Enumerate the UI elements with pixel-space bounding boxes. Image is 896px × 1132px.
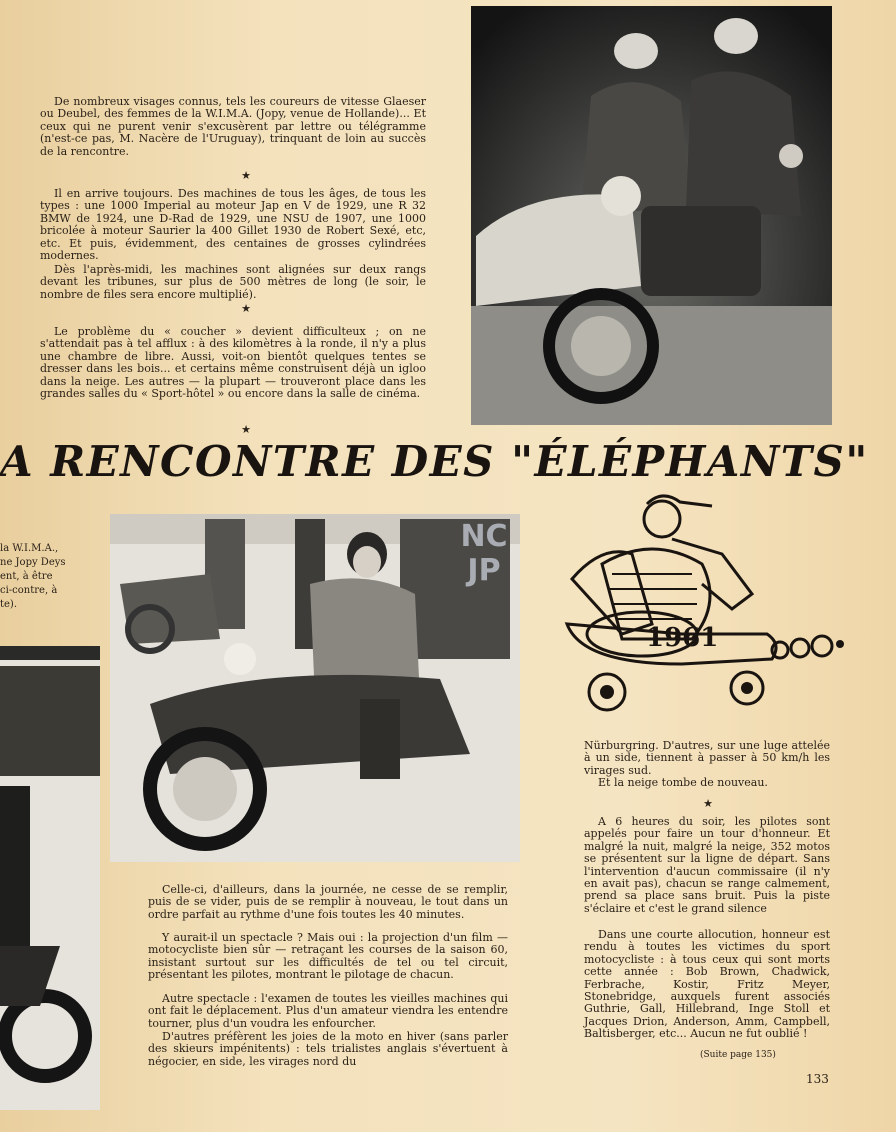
continued-note: (Suite page 135) [700,1050,776,1060]
watermark: NC JP [460,519,508,588]
paragraph-tribunes: Dès l'après-midi, les machines sont alignées sur deux rangs devant les tribunes, sur plus de 500 mètres de long (le soir, le nombre de files sera encore multiplié). [40,263,426,301]
paragraph-vieilles-machines: Autre spectacle : l'examen de toutes les vieilles machines qui ont fait le déplacement. Plus d'un amateur viendra les entendre tourner, plus d'un voudra les enfourcher. [148,992,508,1030]
paragraph-hiver: D'autres préfèrent les joies de la moto en hiver (sans parler des skieurs impénitents) : tels trialistes anglais s'évertuent à négocier, en side, les virages nord du [148,1030,508,1068]
cartoon-elephant-sled-drawing [562,494,846,724]
photo-caption: la W.I.M.A., ne Jopy Deys ent, à être ci-contre, à te). [0,543,66,610]
paragraph-spectacle: Y aurait-il un spectacle ? Mais oui : la projection d'un film — motocycliste bien sûr — retraçant les courses de la saison 60, insistant surtout sur les difficultés de tel ou tel circuit, présentant les pilotes, montrant le pilotage de chacun. [148,931,508,982]
paragraph-visitors: De nombreux visages connus, tels les coureurs de vitesse Glaeser ou Deubel, des femmes de la W.I.M.A. (Jopy, venue de Hollande)... Et ceux qui ne purent venir s'excusèrent par lettre ou télégramme (n'est-ce pas, M. Nacère de l'Uruguay), trinquant de loin au succès de la rencontre. [40,95,426,158]
photo-riders-sidecar-night [471,6,832,425]
photo-rider-left [0,646,100,1110]
paragraph-tour-honneur: A 6 heures du soir, les pilotes sont appelés pour faire un tour d'honneur. Et malgré la nuit, malgré la neige, 352 motos se présentent sur la ligne de départ. Sans l'intervention d'aucun commissaire (il n'y en avait pas), chacun se range calmement, prend sa place sans bruit. Puis la piste s'éclaire et c'est le grand silence [584,815,830,915]
page-number: 133 [806,1072,829,1086]
separator-star: ★ [241,423,251,436]
article-headline: A RENCONTRE DES "ÉLÉPHANTS" [0,437,869,486]
paragraph-coucher: Le problème du « coucher » devient difficulteux ; on ne s'attendait pas à tel afflux : à des kilomètres à la ronde, il n'y a plus une chambre de libre. Aussi, voit-on bientôt quelques tentes se dresser dans les bois... et certains même construisent déjà un igloo dans la neige. Les autres — la plupart — trouveront place dans les grandes salles du « Sport-hôtel » ou encore dans la salle de cinéma. [40,325,426,401]
photo-rider-left-image [0,646,100,1110]
photo-riders-sidecar-night-image [471,6,832,425]
separator-star: ★ [241,302,251,315]
paragraph-machines: Il en arrive toujours. Des machines de tous les âges, de tous les types : une 1000 Imperial au moteur Jap en V de 1929, une R 32 BMW de 1924, une D-Rad de 1929, une NSU de 1907, une 1000 bricolée à moteur Saurier la 400 Gillet 1930 de Robert Sexé, etc, etc. Et puis, évidemment, des centaines de grosses cylindrées modernes. [40,187,426,263]
cartoon-year: 1961 [646,623,719,653]
paragraph-neige: Et la neige tombe de nouveau. [598,776,768,789]
separator-star: ★ [703,797,713,810]
separator-star: ★ [241,169,251,182]
paragraph-allocution: Dans une courte allocution, honneur est rendu à toutes les victimes du sport motocycliste : à tous ceux qui sont morts cette année : Bob Brown, Chadwick, Ferbrache, Kostir, Fritz Meyer, Stonebridge, auxquels furent associés Guthrie, Gall, Hillebrand, Inge Stoll et Jacques Drion, Anderson, Amm, Campbell, Baltisberger, etc... Aucun ne fut oublié ! [584,928,830,1041]
cartoon-elephant-sled [562,494,846,724]
paragraph-nurburgring: Nürburgring. D'autres, sur une luge attelée à un side, tiennent à passer à 50 km/h les virages sud. [584,739,830,777]
paragraph-remplir: Celle-ci, d'ailleurs, dans la journée, ne cesse de se remplir, puis de se vider, puis de se remplir à nouveau, le tout dans un ordre parfait au rythme d'une fois toutes les 40 minutes. [148,883,508,921]
